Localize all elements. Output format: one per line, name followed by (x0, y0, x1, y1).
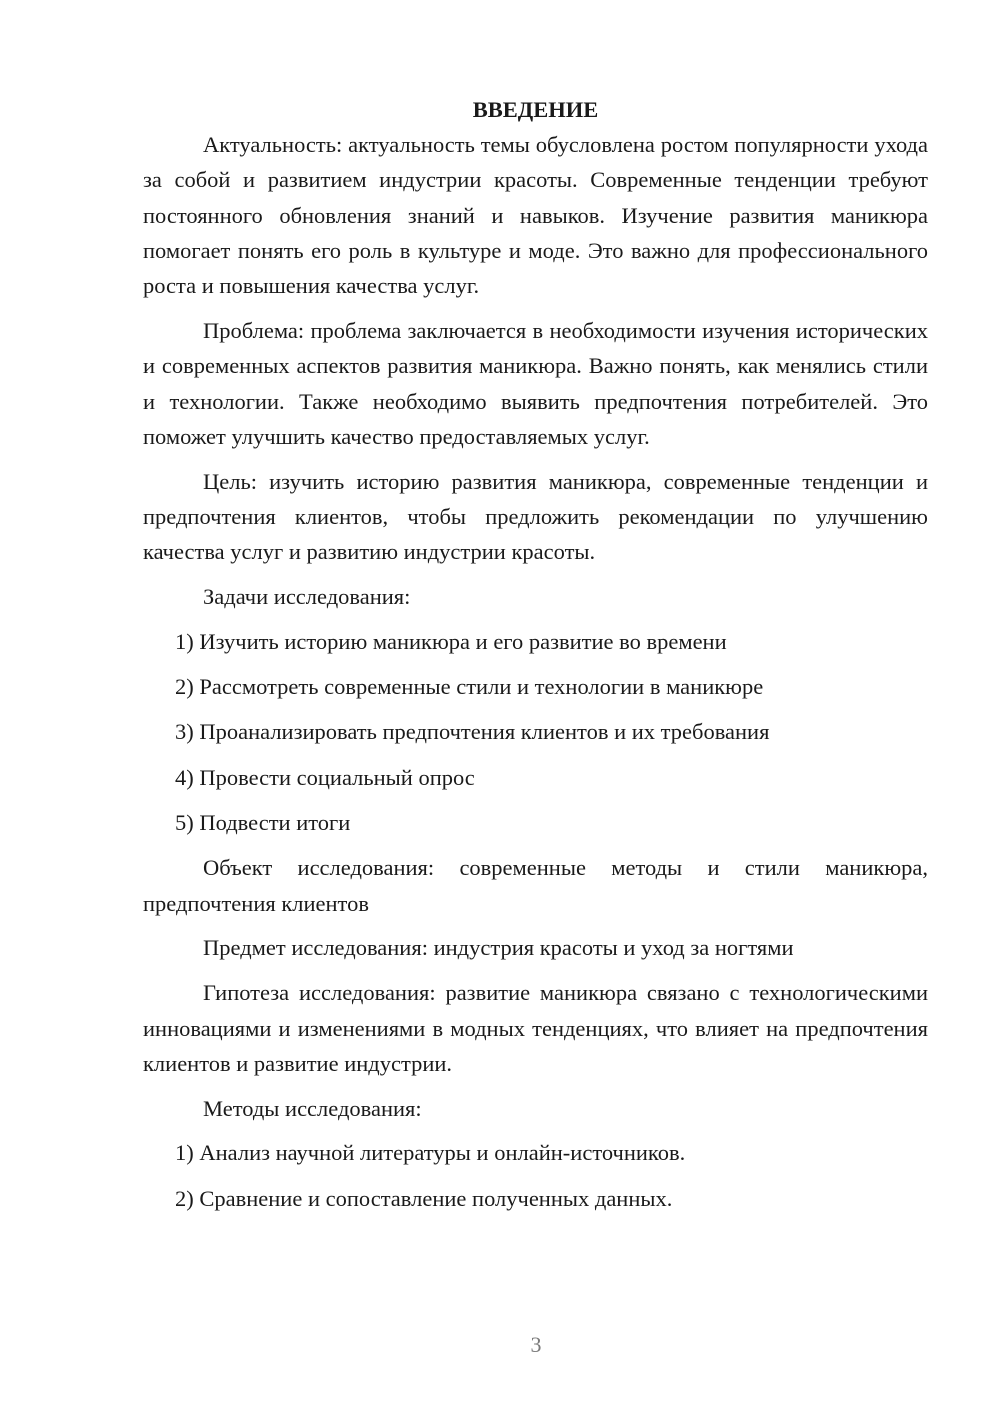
tasks-list (143, 624, 928, 840)
page-number: 3 (530, 1332, 542, 1357)
task-item: 5) Подвести итоги (175, 810, 351, 836)
tasks-heading: Задачи исследования: (203, 584, 411, 610)
problem-paragraph: Проблема: проблема заключается в необходимости изучения исторических и современных аспектов развития маникюра. Важно понять, как менялись стили и технологии. Также необходимо выявить предпочтения потребителей. Это поможет улучшить качество предоставляемых услуг. (143, 317, 928, 449)
document-title: ВВЕДЕНИЕ (472, 97, 599, 122)
task-item: 1) Изучить историю маникюра и его развитие во времени (175, 628, 727, 654)
task-item: 4) Провести социальный опрос (175, 764, 475, 790)
methods-heading: Методы исследования: (203, 1095, 422, 1121)
task-item: 3) Проанализировать предпочтения клиентов и их требования (175, 719, 770, 745)
hypothesis-paragraph: Гипотеза исследования: развитие маникюра связано с технологическими инновациями и изменениями в модных тенденциях, что влияет на предпочтения клиентов и развитие индустрии. (143, 980, 928, 1076)
task-item: 2) Рассмотреть современные стили и технологии в маникюре (175, 674, 764, 700)
methods-list (143, 1135, 928, 1216)
document-page (143, 92, 928, 1226)
method-item: 2) Сравнение и сопоставление полученных данных. (175, 1185, 673, 1211)
subject-paragraph: Предмет исследования: индустрия красоты и уход за ногтями (203, 935, 794, 961)
relevance-paragraph: Актуальность: актуальность темы обусловлена ростом популярности ухода за собой и развитием индустрии красоты. Современные тенденции требуют постоянного обновления знаний и навыков. Изучение развития маникюра помогает понять его роль в культуре и моде. Это важно для профессионального роста и повышения качества услуг. (143, 132, 928, 299)
method-item: 1) Анализ научной литературы и онлайн-источников. (175, 1140, 686, 1166)
goal-paragraph: Цель: изучить историю развития маникюра, современные тенденции и предпочтения клиентов, чтобы предложить рекомендации по улучшению качества услуг и развитию индустрии красоты. (143, 468, 928, 565)
object-paragraph: Объект исследования: современные методы и стили маникюра, предпочтения клиентов (143, 855, 928, 916)
